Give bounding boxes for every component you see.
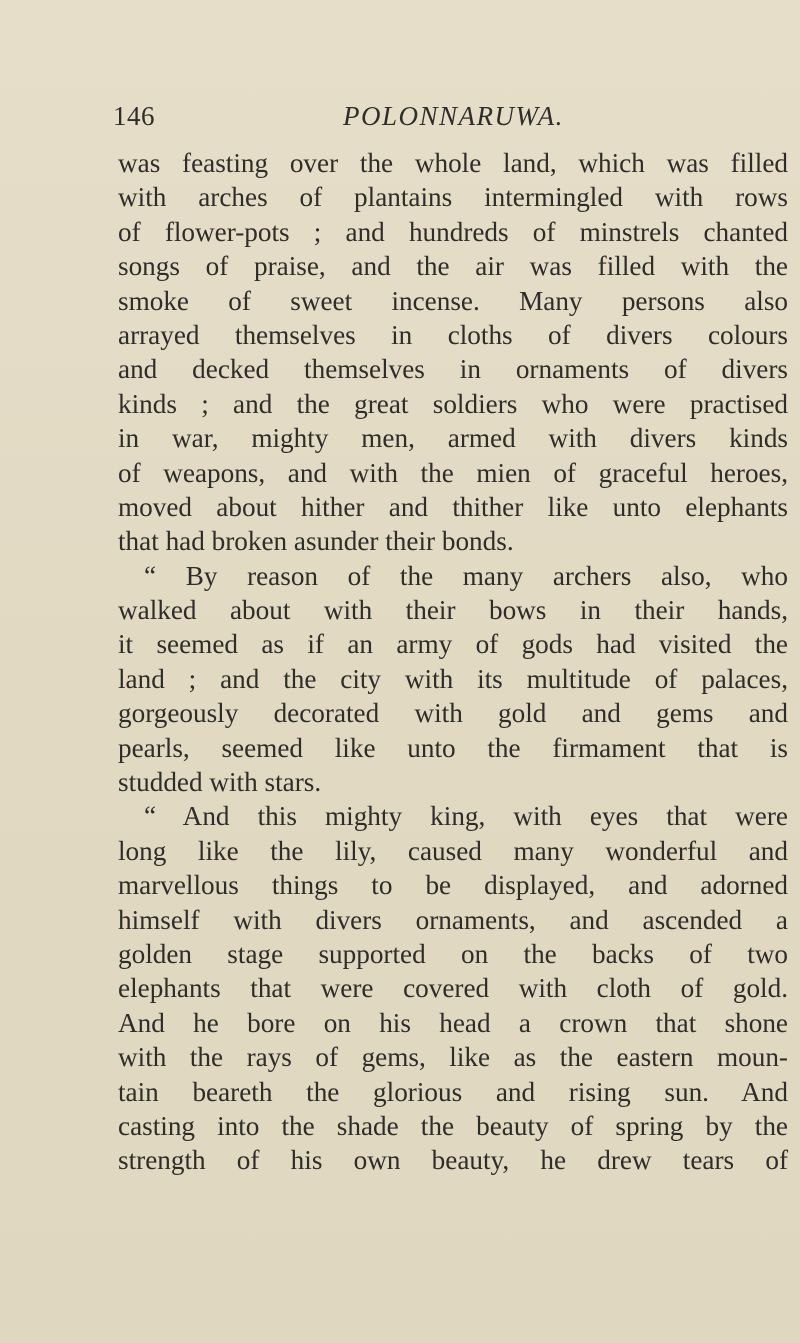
text-line: golden stage supported on the backs of two bbox=[118, 938, 788, 969]
text-line: elephants that were covered with cloth of gold. bbox=[118, 973, 788, 1004]
text-line: tain beareth the glorious and rising sun. And bbox=[118, 1076, 788, 1107]
text-line: casting into the shade the beauty of spring by the bbox=[118, 1110, 788, 1141]
text-line: strength of his own beauty, he drew tears of bbox=[118, 1145, 788, 1176]
text-line: of weapons, and with the mien of graceful heroes, bbox=[118, 457, 788, 488]
body-text bbox=[118, 146, 788, 1178]
running-title: POLONNARUWA. bbox=[343, 101, 564, 131]
text-line: land ; and the city with its multitude of palaces, bbox=[118, 663, 788, 694]
text-line: “ By reason of the many archers also, who bbox=[144, 560, 788, 591]
text-line: And he bore on his head a crown that shone bbox=[118, 1007, 788, 1038]
page-header bbox=[113, 96, 713, 136]
text-line: “ And this mighty king, with eyes that were bbox=[144, 801, 788, 832]
page-number: 146 bbox=[113, 101, 155, 131]
text-line: himself with divers ornaments, and ascended a bbox=[118, 904, 788, 935]
text-line: smoke of sweet incense. Many persons also bbox=[118, 285, 788, 316]
text-line: in war, mighty men, armed with divers kinds bbox=[118, 423, 788, 454]
text-line: walked about with their bows in their hands, bbox=[118, 595, 788, 626]
text-line: of flower-pots ; and hundreds of minstrels chanted bbox=[118, 216, 788, 247]
text-line: was feasting over the whole land, which was filled bbox=[118, 148, 788, 178]
text-line: moved about hither and thither like unto elephants bbox=[118, 491, 788, 522]
text-line: marvellous things to be displayed, and adorned bbox=[118, 870, 788, 901]
text-line: with the rays of gems, like as the eastern moun- bbox=[118, 1042, 788, 1073]
text-line: long like the lily, caused many wonderful and bbox=[118, 835, 788, 866]
text-line: songs of praise, and the air was filled with the bbox=[118, 251, 788, 282]
text-line: studded with stars. bbox=[118, 767, 322, 798]
text-line: gorgeously decorated with gold and gems and bbox=[118, 698, 788, 729]
text-line: that had broken asunder their bonds. bbox=[118, 526, 514, 557]
text-line: and decked themselves in ornaments of divers bbox=[118, 354, 788, 385]
text-line: arrayed themselves in cloths of divers colours bbox=[118, 319, 788, 350]
text-line: with arches of plantains intermingled with rows bbox=[118, 182, 788, 213]
text-line: kinds ; and the great soldiers who were practised bbox=[118, 388, 788, 419]
text-line: pearls, seemed like unto the firmament that is bbox=[118, 732, 788, 763]
text-line: it seemed as if an army of gods had visited the bbox=[118, 629, 788, 660]
